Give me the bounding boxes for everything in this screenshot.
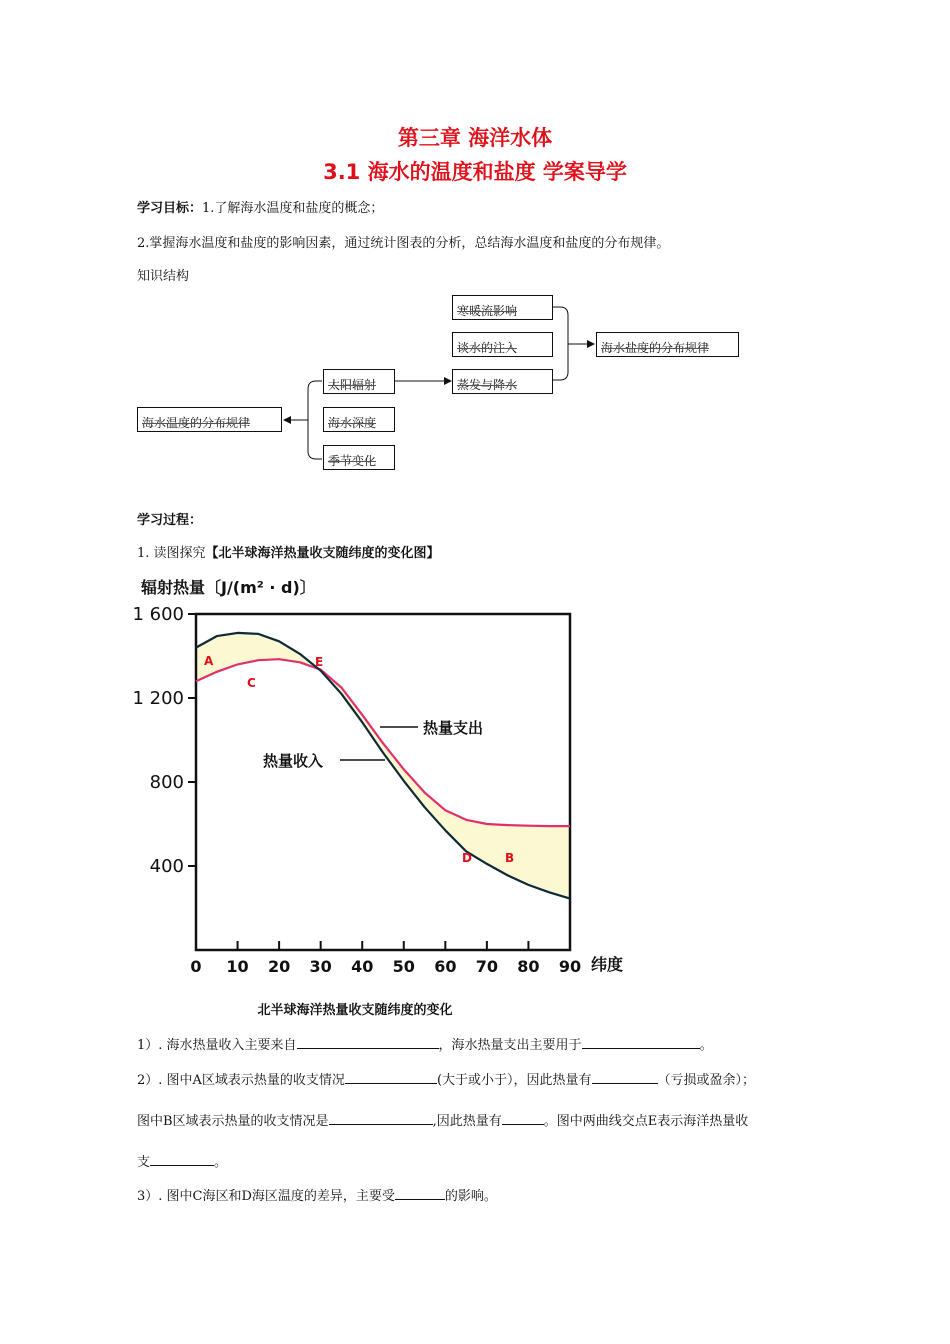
chart-annotation-d: D (462, 851, 472, 865)
process-label: 学习过程： (137, 513, 203, 528)
objective-2: 2.掌握海水温度和盐度的影响因素，通过统计图表的分析，总结海水温度和盐度的分布规律。 (137, 236, 670, 251)
box-water-depth (323, 407, 395, 432)
answer-blank-a-budget[interactable] (345, 1071, 437, 1084)
chart-plot-frame (196, 614, 570, 950)
chart-x-tick-label: 10 (226, 957, 249, 976)
question-1d-text: 支 (137, 1155, 151, 1170)
question-1d (137, 1151, 227, 1170)
chart-x-tick-label: 0 (190, 957, 202, 976)
question-1c-end: 。图中两曲线交点E表示海洋热量收 (543, 1114, 749, 1129)
question-1b-text: 2）. 图中A区域表示热量的收支情况 (137, 1073, 345, 1088)
question-1c-text: 图中B区域表示热量的收支情况是 (137, 1114, 329, 1129)
answer-blank-a-surplus[interactable] (592, 1071, 658, 1084)
chart-y-tick-label: 1 200 (132, 688, 184, 709)
box-evaporation-precipitation-label: 蒸发与降水 (457, 378, 518, 392)
chart-y-tick-label: 400 (149, 856, 184, 877)
chart-y-tick-label: 1 600 (132, 604, 184, 625)
objectives-label: 学习目标： (137, 201, 203, 216)
box-evaporation-precipitation (452, 369, 553, 394)
question-1-title: 【北半球海洋热量收支随纬度的变化图】 (205, 546, 440, 561)
chart-x-tick-label: 60 (434, 957, 457, 976)
question-1a-mid: ，海水热量支出主要用于 (438, 1038, 582, 1053)
box-temperature-distribution (137, 407, 282, 432)
box-water-depth-label: 海水深度 (328, 416, 377, 430)
answer-blank-b-budget[interactable] (329, 1112, 433, 1125)
answer-blank-expenditure-use[interactable] (582, 1036, 700, 1049)
chart-x-tick-label: 30 (309, 957, 332, 976)
question-1a-text: 1）. 海水热量收入主要来自 (137, 1038, 297, 1053)
box-freshwater-input-label: 谈水的注入 (457, 341, 518, 355)
box-ocean-currents (452, 295, 553, 320)
question-1e-end: 的影响。 (444, 1189, 497, 1204)
chapter-title: 第三章 海洋水体 (397, 126, 553, 150)
box-solar-radiation-label: 太阳辐射 (328, 378, 377, 392)
question-1a (137, 1034, 713, 1053)
chart-x-tick-label: 80 (517, 957, 540, 976)
box-solar-radiation (323, 369, 395, 394)
answer-blank-cd-factor[interactable] (395, 1187, 445, 1200)
chart-annotation-b: B (505, 851, 515, 865)
chart-x-tick-label: 20 (267, 957, 291, 976)
box-salinity-distribution (596, 332, 739, 357)
chart-series-label-expenditure: 热量支出 (423, 719, 484, 737)
heat-budget-chart (125, 572, 635, 982)
question-1-heading (137, 542, 440, 561)
chart-annotation-a: A (204, 654, 214, 668)
question-1b-end: （亏损或盈余）； (657, 1073, 756, 1088)
chart-x-tick-label: 50 (392, 957, 415, 976)
section-title: 3.1 海水的温度和盐度 学案导学 (323, 160, 627, 184)
chart-annotation-e: E (315, 655, 324, 669)
question-1b (137, 1069, 755, 1088)
box-salinity-distribution-label: 海水盐度的分布规律 (601, 341, 710, 355)
question-1c-mid: ,因此热量有 (432, 1114, 502, 1129)
objective-1: 1.了解海水温度和盐度的概念； (202, 201, 384, 216)
chart-y-axis-label: 辐射热量〔J/(m² · d)〕 (141, 578, 316, 597)
chart-y-tick-label: 800 (149, 772, 184, 793)
question-1-prefix: 1. 读图探究 (137, 546, 206, 561)
answer-blank-b-surplus[interactable] (502, 1112, 544, 1125)
question-1e (137, 1185, 497, 1204)
box-season (323, 445, 395, 470)
question-1d-end: 。 (214, 1155, 228, 1170)
chart-series-label-income: 热量收入 (263, 752, 324, 770)
knowledge-structure-label: 知识结构 (137, 269, 190, 284)
box-temperature-distribution-label: 海水温度的分布规律 (142, 416, 251, 430)
box-ocean-currents-label: 寒暖流影响 (457, 304, 518, 318)
chart-x-tick-label: 90 (558, 957, 582, 976)
question-1b-mid: (大于或小于），因此热量有 (436, 1073, 592, 1088)
chart-annotation-c: C (247, 676, 256, 690)
chart-x-tick-label: 40 (351, 957, 374, 976)
answer-blank-e-balance[interactable] (150, 1153, 214, 1166)
chart-x-axis-label: 纬度 (591, 955, 624, 974)
box-season-label: 季节变化 (328, 454, 377, 468)
chart-x-tick-label: 70 (475, 957, 499, 976)
chart-caption: 北半球海洋热量收支随纬度的变化 (257, 1003, 453, 1018)
question-1a-end: 。 (699, 1038, 713, 1053)
question-1e-text: 3）. 图中C海区和D海区温度的差异，主要受 (137, 1189, 395, 1204)
question-1c (137, 1110, 748, 1129)
box-freshwater-input (452, 332, 553, 357)
answer-blank-income-source[interactable] (297, 1036, 439, 1049)
